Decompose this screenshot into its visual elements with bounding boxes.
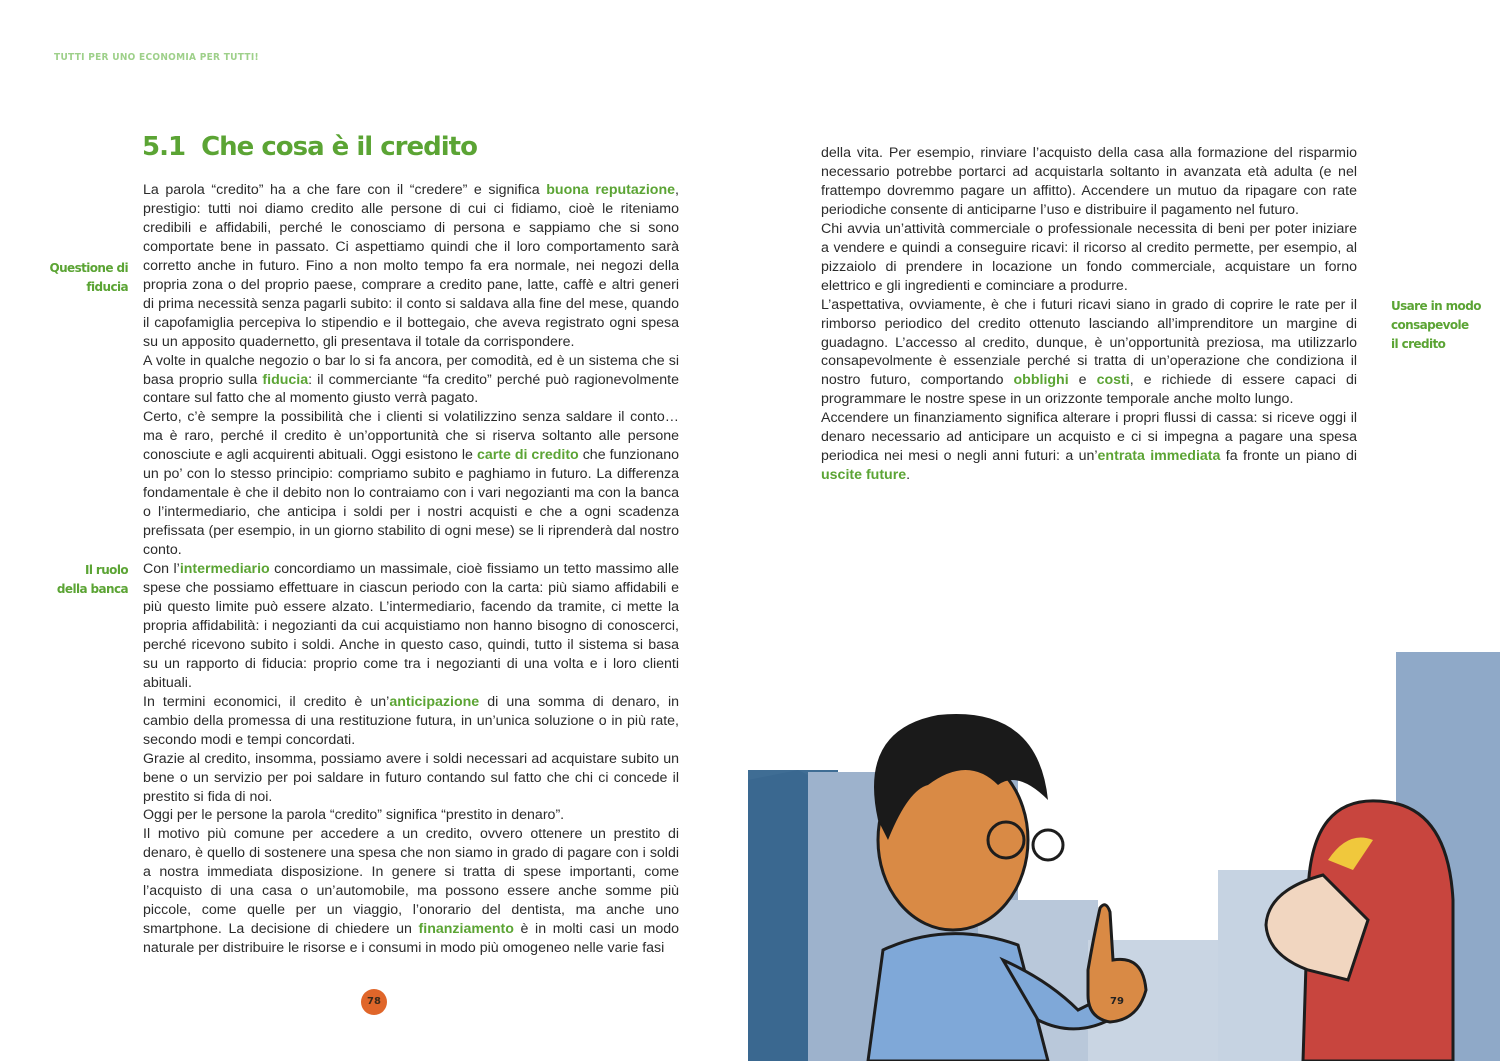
paragraph [143, 825, 679, 958]
running-header: TUTTI PER UNO ECONOMIA PER TUTTI! [54, 52, 259, 63]
keyword-highlight: entrata immediata [1097, 448, 1221, 465]
text-run: è in molti casi un modo naturale per distribuire le risorse e i consumi in modo più omogeneo nelle varie fasi [143, 921, 679, 957]
keyword-highlight: uscite future [821, 467, 907, 484]
page-number-right: 79 [1110, 996, 1124, 1007]
keyword-highlight: finanziamento [418, 921, 514, 938]
text-run: A volte in qualche negozio o bar lo si fa ancora, per comodità, ed è un sistema che si basa proprio sulla [143, 352, 679, 388]
margin-note-line: fiducia [86, 280, 128, 294]
text-run: Certo, c’è sempre la possibilità che i clienti si volatilizzino senza saldare il conto… ma è raro, perché il credito è un’opportunità che si riserva soltanto alle persone conosciute e agli acquirenti abituali. Oggi esistono le [143, 409, 679, 464]
section-title-text: Che cosa è il credito [201, 132, 477, 162]
paragraph [143, 352, 679, 409]
margin-note-line: Il ruolo [84, 563, 128, 577]
boy-shirt [868, 934, 1048, 1061]
text-run: di una somma di denaro, in cambio della promessa di una restituzione futura, in un’unica soluzione o in più rate, secondo modi e tempi concordati. [143, 693, 679, 748]
margin-note-line: Usare in modo [1391, 299, 1481, 313]
left-column [143, 181, 679, 958]
text-run: L’aspettativa, ovviamente, è che i futuri ricavi siano in grado di coprire le rate per il rimborso periodico del credito ottenuto lasciando all’imprenditore un margine di guadagno. L’accesso al credito, dunque, è un’opportunità preziosa, ma utilizzarlo consapevolmente è essenziale perché si tratta di un’operazione che condiziona il nostro futuro, comportando [821, 296, 1357, 389]
paragraph: Chi avvia un’attività commerciale o professionale necessita di beni per poter iniziare a vendere e quindi a conseguire ricavi: il ricorso al credito permette, per esempio, al pizzaiolo di prendere in locazione un fondo commerciale, acquistare un forno elettrico e gli ingredienti e cominciare a produrre. [821, 220, 1357, 294]
right-column [821, 144, 1357, 485]
margin-note-line: della banca [56, 582, 128, 596]
text-run: che funzionano un po’ con lo stesso principio: compriamo subito e paghiamo in futuro. La differenza fondamentale è che il debito non lo contraiamo con i vari negozianti ma con la banca o l’intermediario, che anticipa i soldi per i nostri acquisti e che a ogni scadenza prefissata (per esempio, in un giorno stabilito di ogni mese) se li riprenderà dal nostro conto. [143, 447, 679, 559]
margin-note-usare-credito [1391, 297, 1491, 354]
keyword-highlight: fiducia [262, 371, 309, 388]
keyword-highlight: obblighi [1013, 372, 1069, 389]
text-run: , e richiede di essere capaci di programmare le nostre spese in un orizzonte temporale anche molto lungo. [821, 372, 1357, 408]
illustration-two-kids [748, 540, 1500, 1061]
text-run: Accendere un finanziamento significa alterare i propri flussi di cassa: si riceve oggi il denaro necessario ad anticipare un acquisto e ci si impegna a pagare una spesa periodica nei mesi o negli anni futuri: a un’ [821, 410, 1357, 465]
margin-note-line: consapevole [1391, 318, 1469, 332]
text-run: . [906, 467, 911, 484]
paragraph: Oggi per le persone la parola “credito” significa “prestito in denaro”. [143, 807, 565, 824]
paragraph [143, 560, 679, 693]
paragraph: Grazie al credito, insomma, possiamo avere i soldi necessari ad acquistare subito un bene o un servizio per poi saldare in futuro contando sul fatto che chi ci concede il prestito si fida di noi. [143, 750, 679, 805]
text-run: concordiamo un massimale, cioè fissiamo un tetto massimo alle spese che possiamo effettuare in ciascun periodo con la carta: più siamo affidabili e più questo limite può essere alzato. L’intermediario, facendo da tramite, ci mette la propria affidabilità: i negozianti da cui acquistiamo non hanno bisogno di conoscerci, perché ricevono subito i soldi. Anche in questo caso, quindi, tutto il sistema si basa su un rapporto di fiducia: proprio come tra i negozianti di una volta e i loro clienti abituali. [143, 561, 679, 691]
keyword-highlight: anticipazione [389, 693, 480, 710]
text-run: e [1068, 372, 1097, 389]
boy-glasses-2 [1033, 830, 1063, 860]
margin-note-line: il credito [1391, 337, 1446, 351]
paragraph [143, 408, 679, 560]
paragraph [143, 693, 679, 750]
keyword-highlight: costi [1096, 372, 1130, 389]
margin-note-questione-di-fiducia [40, 259, 128, 297]
keyword-highlight: carte di credito [476, 447, 579, 464]
section-number: 5.1 [142, 132, 186, 162]
text-run: Con l’ [143, 561, 180, 578]
keyword-highlight: intermediario [179, 561, 270, 578]
paragraph [143, 181, 679, 352]
text-run: fa fronte un piano di [1220, 448, 1357, 465]
margin-note-ruolo-della-banca [40, 561, 128, 599]
paragraph [821, 296, 1357, 410]
text-run: In termini economici, il credito è un’ [143, 693, 390, 710]
text-run: Il motivo più comune per accedere a un credito, ovvero ottenere un prestito di denaro, è quello di sostenere una spesa che non siamo in grado di pagare con i soldi a nostra immediata disposizione. In genere si tratta di spese importanti, come l’acquisto di una casa o un’automobile, ma possono essere anche somme più piccole, come quelle per un viaggio, l’onorario del dentista, ma anche uno smartphone. La decisione di chiedere un [143, 826, 679, 938]
keyword-highlight: buona reputazione [546, 182, 676, 198]
section-title [142, 132, 477, 162]
text-run: La parola “credito” ha a che fare con il “credere” e significa [143, 182, 547, 198]
paragraph [821, 409, 1357, 485]
text-run: , prestigio: tutti noi diamo credito alle persone di cui ci fidiamo, cioè le riteniamo credibili e affidabili, perché le conosciamo di persona e sappiamo che si sono comportate bene in passato. Ci aspettiamo quindi che il loro comportamento sarà corretto anche in futuro. Fino a non molto tempo fa era normale, nei negozi della propria zona o del proprio paese, comprare a credito pane, latte, caffè e altri generi di prima necessità senza pagarli subito: il conto si saldava alla fine del mese, quando il capofamiglia percepiva lo stipendio e il bottegaio, che aveva registrato ogni spesa su un apposito quadernetto, gli presentava il totale da corrispondere. [143, 182, 679, 350]
page-number-left: 78 [361, 989, 387, 1015]
margin-note-line: Questione di [49, 261, 128, 275]
text-run: : il commerciante “fa credito” perché può ragionevolmente contare sul fatto che al momento giusto verrà pagato. [143, 371, 679, 407]
paragraph: della vita. Per esempio, rinviare l’acquisto della casa alla formazione del risparmio necessario potrebbe portarci ad acquistarla soltanto in avanzata età adulta (e nel frattempo dovremmo pagare un affitto). Accendere un mutuo da ripagare con rate periodiche consente di anticiparne l’uso e distribuire il pagamento nel futuro. [821, 145, 1357, 218]
